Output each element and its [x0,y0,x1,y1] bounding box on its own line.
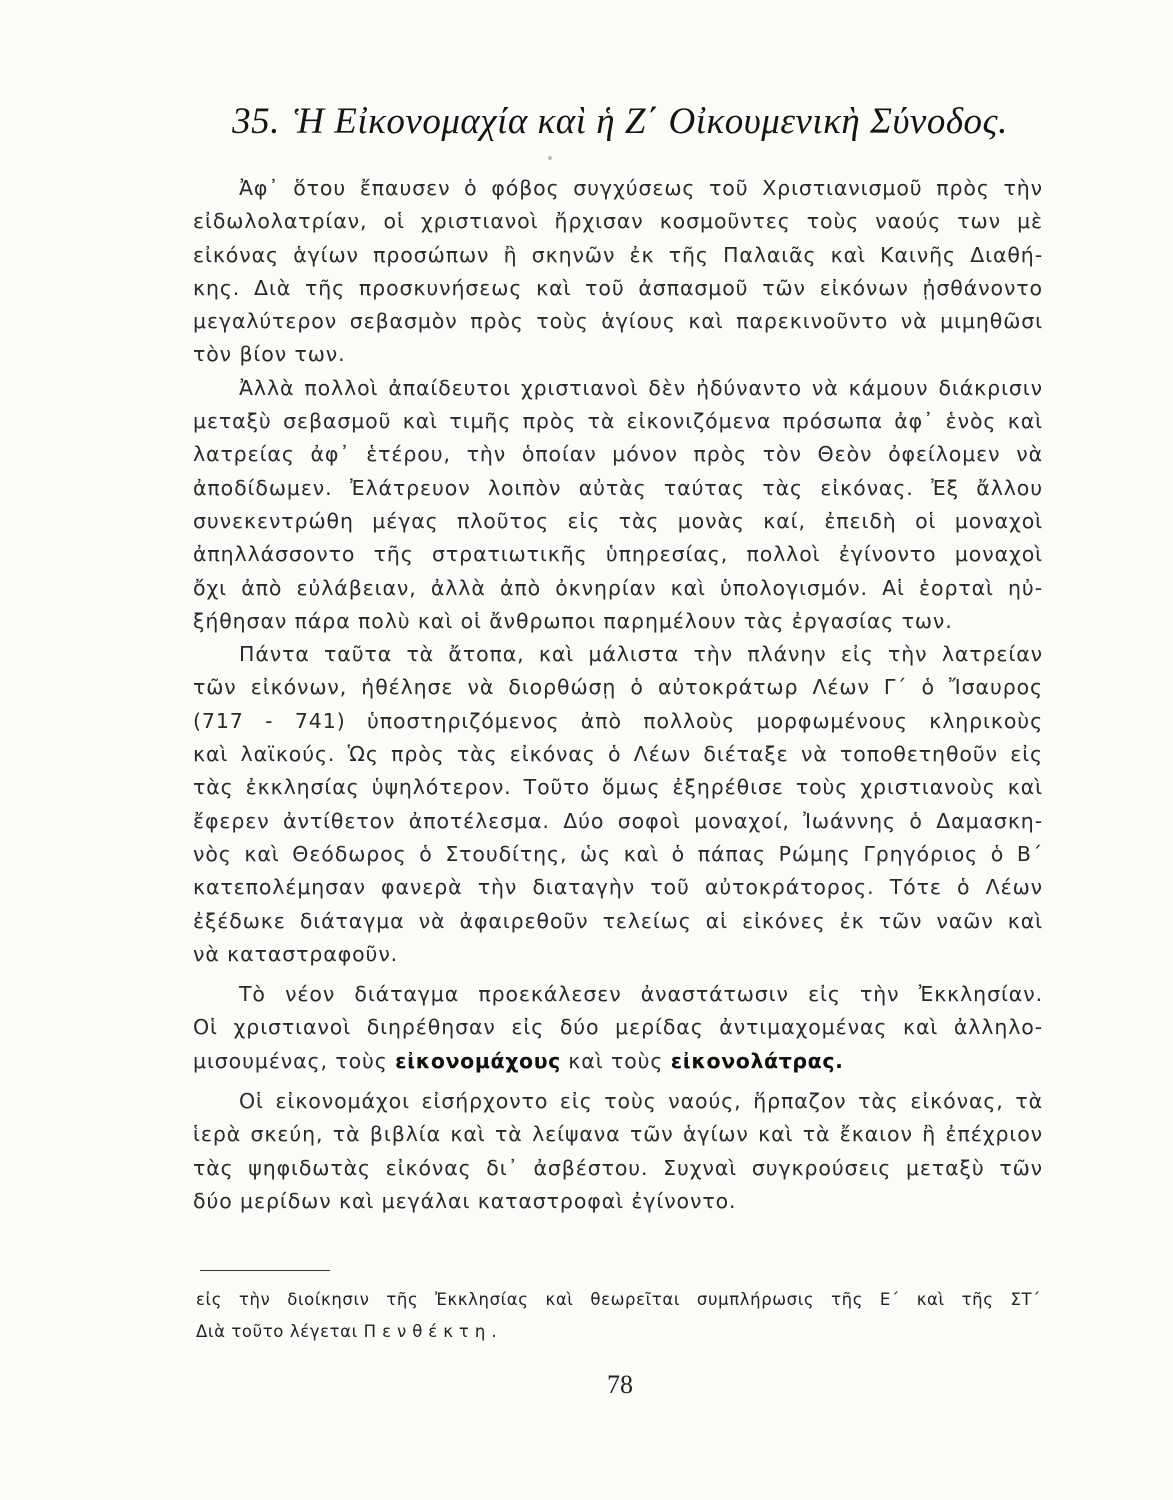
text-line: Ἀλλὰ πολλοὶ ἀπαίδευτοι χριστιανοὶ δὲν ἠδύναντο νὰ κάμουν διάκρισιν [239,375,1043,400]
text-line: ἀπηλλάσσοντο τῆς στρατιωτικῆς ὑπηρεσίας, πολλοὶ ἐγίνοντο μοναχοὶ [193,542,1043,567]
text-line: τὰς ψηφιδωτὰς εἰκόνας δι᾽ ἀσβέστου. Συχναὶ συγκρούσεις μεταξὺ τῶν [193,1155,1043,1180]
text-line: εἰδωλολατρίαν, οἱ χριστιανοὶ ἤρχισαν κοσμοῦντες τοὺς ναούς των μὲ [193,209,1043,234]
chapter-title-text: Ἡ Εἰκονομαχία καὶ ἡ Ζ΄ Οἰκουμενικὴ Σύνοδος. [293,101,1008,142]
text-line: Οἱ χριστιανοὶ διηρέθησαν εἰς δύο μερίδας ἀντιμαχομένας καὶ ἀλληλο- [193,1015,1043,1040]
chapter-title [195,98,1045,146]
text-line: ἱερὰ σκεύη, τὰ βιβλία καὶ τὰ λείψανα τῶν ἁγίων καὶ τὰ ἔκαιον ἢ ἐπέχριον [193,1122,1043,1147]
paragraph-1 [193,172,1043,372]
text-line: τὰς ἐκκλησίας ὑψηλότερον. Τοῦτο ὅμως ἐξηρέθισε τοὺς χριστιανοὺς καὶ [193,775,1043,800]
text-line: (717 - 741) ὑποστηριζόμενος ἀπὸ πολλοὺς μορφωμένους κληρικοὺς [193,708,1043,733]
text-line: τὸν βίον των. [193,342,346,367]
text-line: νὰ καταστραφοῦν. [193,941,399,966]
text-line: εἰκόνας ἁγίων προσώπων ἢ σκηνῶν ἐκ τῆς Παλαιᾶς καὶ Καινῆς Διαθή- [193,242,1043,267]
bold-term-iconodules: εἰκονολάτρας. [670,1048,844,1073]
text-line: μεταξὺ σεβασμοῦ καὶ τιμῆς πρὸς τὰ εἰκονιζόμενα πρόσωπα ἀφ᾽ ἑνὸς καὶ [193,409,1043,434]
text-line: δύο μερίδων καὶ μεγάλαι καταστροφαὶ ἐγίνοντο. [193,1188,737,1213]
text-line: ἀποδίδωμεν. Ἐλάτρευον λοιπὸν αὐτὰς ταύτας τὰς εἰκόνας. Ἐξ ἄλλου [193,475,1043,500]
text-line: ἔφερεν ἀντίθετον ἀποτέλεσμα. Δύο σοφοὶ μοναχοί, Ἰωάννης ὁ Δαμασκη- [193,808,1043,833]
text-line: Οἱ εἰκονομάχοι εἰσήρχοντο εἰς τοὺς ναούς, ἥρπαζον τὰς εἰκόνας, τὰ [239,1089,1043,1114]
paragraph-5 [193,1085,1043,1218]
chapter-number: 35. [232,101,280,142]
text-fragment: μισουμένας, τοὺς [193,1048,396,1073]
text-line: καὶ λαϊκούς. Ὡς πρὸς τὰς εἰκόνας ὁ Λέων διέταξε νὰ τοποθετηθοῦν εἰς [193,742,1043,767]
body-text [193,172,1043,1218]
paragraph-3 [193,638,1043,971]
text-fragment: καὶ τοὺς [560,1048,671,1073]
text-line: Ἀφ᾽ ὅτου ἔπαυσεν ὁ φόβος συγχύσεως τοῦ Χριστιανισμοῦ πρὸς τὴν [239,176,1043,200]
text-line: τῶν εἰκόνων, ἠθέλησε νὰ διορθώσῃ ὁ αὐτοκράτωρ Λέων Γ΄ ὁ Ἴσαυρος [193,675,1043,700]
text-line: λατρείας ἀφ᾽ ἑτέρου, τὴν ὁποίαν μόνον πρὸς τὸν Θεὸν ὀφείλομεν νὰ [193,442,1043,467]
paragraph-4 [193,978,1043,1078]
page-number: 78 [607,1370,633,1399]
footnote-line [196,1316,1041,1348]
bold-term-iconoclasts: εἰκονομάχους [395,1048,561,1073]
text-line [193,1045,1043,1078]
text-line: κης. Διὰ τῆς προσκυνήσεως καὶ τοῦ ἀσπασμοῦ τῶν εἰκόνων ᾐσθάνοντο [193,275,1043,300]
footnote-line: εἰς τὴν διοίκησιν τῆς Ἐκκλησίας καὶ θεωρεῖται συμπλήρωσις τῆς Ε΄ καὶ τῆς ΣΤ΄ [196,1290,1041,1309]
paragraph-gap [193,1078,1043,1085]
footnote-spaced-term: Πενθέκτη. [363,1322,503,1341]
text-line: νὸς καὶ Θεόδωρος ὁ Στουδίτης, ὡς καὶ ὁ πάπας Ρώμης Γρηγόριος ὁ Β΄ [193,841,1043,866]
text-line: μεγαλύτερον σεβασμὸν πρὸς τοὺς ἁγίους καὶ παρεκινοῦντο νὰ μιμηθῶσι [193,309,1043,334]
ink-speck [548,156,552,160]
text-line: Πάντα ταῦτα τὰ ἄτοπα, καὶ μάλιστα τὴν πλάνην εἰς τὴν λατρείαν [239,642,1043,667]
paragraph-2 [193,372,1043,638]
footnote-divider [200,1270,330,1271]
text-line: ὄχι ἀπὸ εὐλάβειαν, ἀλλὰ ἀπὸ ὀκνηρίαν καὶ ὑπολογισμόν. Αἱ ἑορταὶ ηὐ- [193,575,1043,600]
footnote-text: Διὰ τοῦτο λέγεται [196,1322,364,1341]
text-line: συνεκεντρώθη μέγας πλοῦτος εἰς τὰς μονὰς καί, ἐπειδὴ οἱ μοναχοὶ [193,508,1043,533]
paragraph-gap [193,971,1043,978]
text-line: ἐξέδωκε διάταγμα νὰ ἀφαιρεθοῦν τελείως αἱ εἰκόνες ἐκ τῶν ναῶν καὶ [193,908,1043,933]
text-line: Τὸ νέον διάταγμα προεκάλεσεν ἀναστάτωσιν εἰς τὴν Ἐκκλησίαν. [239,982,1043,1007]
text-line: ξήθησαν πάρα πολὺ καὶ οἱ ἄνθρωποι παρημέλουν τὰς ἐργασίας των. [193,608,953,633]
text-line: κατεπολέμησαν φανερὰ τὴν διαταγὴν τοῦ αὐτοκράτορος. Τότε ὁ Λέων [193,875,1043,900]
footnote [196,1284,1041,1348]
